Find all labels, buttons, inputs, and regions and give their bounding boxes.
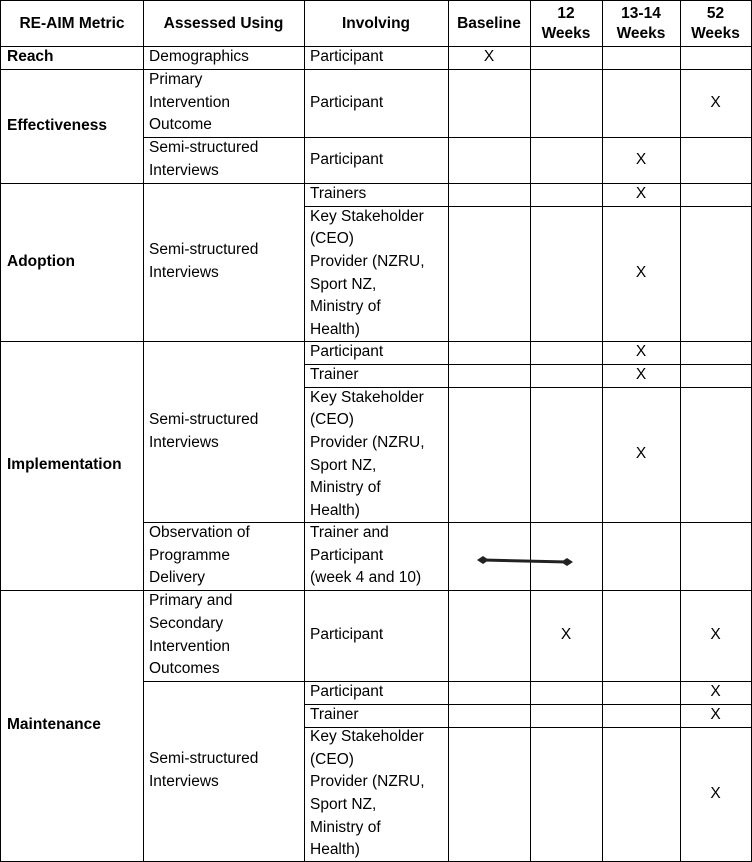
x-mark: X — [710, 626, 721, 644]
row-divider — [304, 387, 752, 388]
metric-adoption: Adoption — [7, 252, 76, 270]
x-mark: X — [635, 366, 647, 384]
column-divider — [448, 0, 449, 862]
column-divider — [304, 0, 305, 862]
assessed-demographics: Demographics — [149, 48, 249, 66]
header-52-weeks: 52 Weeks — [691, 4, 740, 42]
row-divider — [304, 727, 752, 728]
x-mark: X — [710, 706, 721, 724]
column-divider — [530, 0, 531, 862]
involving-trainer: Trainer — [310, 366, 359, 384]
column-divider — [680, 0, 681, 862]
x-mark: X — [635, 343, 647, 361]
header-involving: Involving — [341, 14, 411, 32]
row-divider — [0, 341, 752, 342]
header-metric: RE-AIM Metric — [19, 14, 125, 32]
involving-stakeholder: Key Stakeholder (CEO) Provider (NZRU, Sport NZ, Ministry of Health) — [310, 207, 425, 338]
row-divider — [143, 681, 752, 682]
observation-span-arrow — [475, 552, 575, 570]
row-divider — [304, 704, 752, 705]
header-baseline: Baseline — [457, 14, 521, 32]
involving-participant: Participant — [310, 683, 384, 701]
x-mark: X — [635, 264, 647, 282]
x-mark: X — [635, 150, 647, 168]
row-divider — [0, 69, 752, 70]
column-divider — [602, 0, 603, 862]
assessed-primary-outcome: Primary Intervention Outcome — [149, 71, 230, 134]
header-13-14-weeks: 13-14 Weeks — [616, 4, 666, 42]
assessed-interviews: Semi-structured Interviews — [149, 410, 259, 451]
header-assessed-using: Assessed Using — [163, 14, 284, 32]
x-mark: X — [560, 626, 572, 644]
involving-participant: Participant — [310, 150, 384, 168]
x-mark: X — [635, 185, 647, 203]
x-mark: X — [483, 48, 495, 66]
assessed-interviews: Semi-structured Interviews — [149, 241, 259, 281]
involving-stakeholder: Key Stakeholder (CEO) Provider (NZRU, Sport NZ, Ministry of Health) — [310, 728, 425, 859]
metric-implementation: Implementation — [7, 456, 122, 474]
assessed-interviews: Semi-structured Interviews — [149, 139, 259, 179]
header-12-weeks: 12 Weeks — [541, 4, 591, 42]
x-mark: X — [710, 683, 721, 701]
border-left — [0, 0, 1, 862]
involving-trainers: Trainers — [310, 185, 367, 203]
metric-effectiveness: Effectiveness — [7, 116, 107, 134]
metric-maintenance: Maintenance — [7, 716, 101, 734]
x-mark: X — [710, 784, 721, 802]
border-top — [0, 0, 752, 1]
row-divider — [304, 206, 752, 207]
involving-participant: Participant — [310, 343, 384, 361]
involving-trainer: Trainer — [310, 706, 359, 724]
row-divider — [143, 522, 752, 523]
involving-participant: Participant — [310, 48, 384, 66]
assessed-observation: Observation of Programme Delivery — [149, 524, 250, 587]
row-divider — [0, 183, 752, 184]
x-mark: X — [710, 93, 721, 111]
involving-stakeholder: Key Stakeholder (CEO) Provider (NZRU, Sport NZ, Ministry of Health) — [310, 388, 425, 519]
row-divider — [0, 590, 752, 591]
assessed-primary-secondary: Primary and Secondary Intervention Outcomes — [149, 592, 233, 678]
assessed-interviews: Semi-structured Interviews — [149, 750, 259, 790]
metric-reach: Reach — [7, 48, 54, 66]
involving-trainer-participant: Trainer and Participant (week 4 and 10) — [310, 524, 422, 587]
involving-participant: Participant — [310, 93, 384, 111]
row-divider — [0, 46, 752, 47]
involving-participant: Participant — [310, 626, 384, 644]
column-divider — [143, 0, 144, 862]
row-divider — [143, 137, 752, 138]
x-mark: X — [635, 445, 647, 463]
row-divider — [304, 364, 752, 365]
